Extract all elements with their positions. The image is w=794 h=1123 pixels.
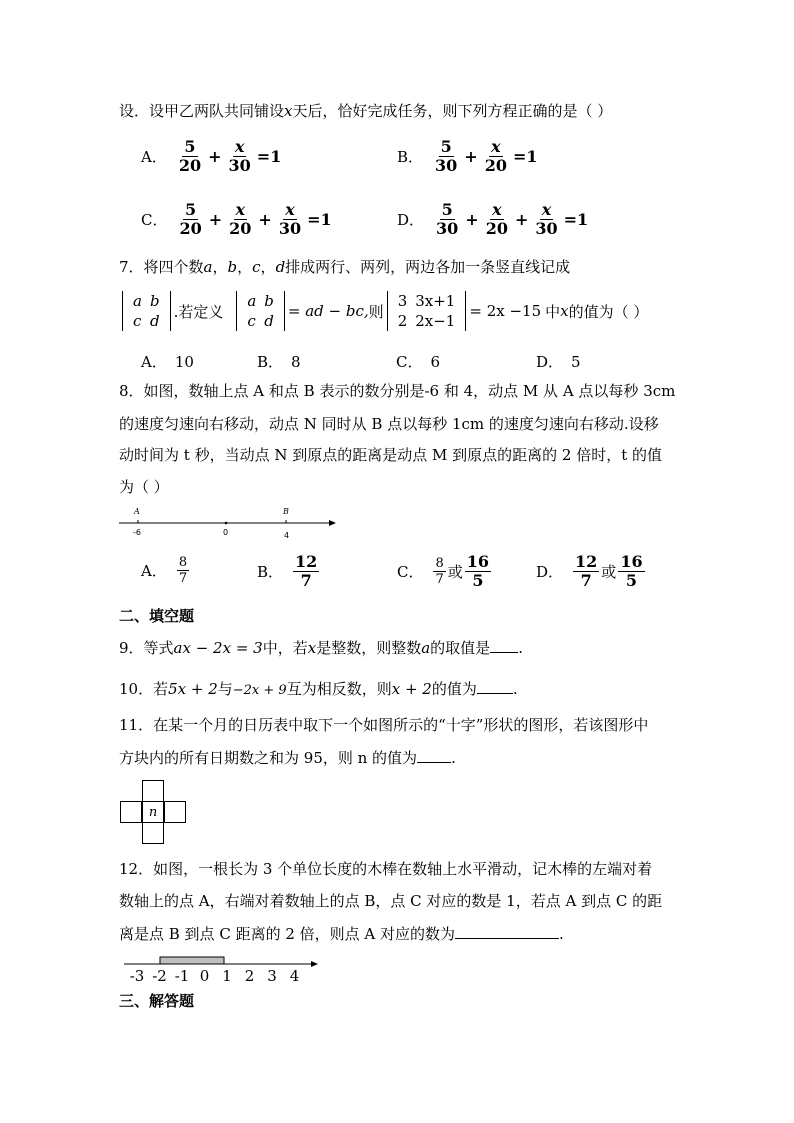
q10-text: 与 <box>217 680 233 698</box>
q9-end: . <box>518 639 523 657</box>
frac <box>434 201 460 238</box>
tick-origin: 0 <box>223 528 229 537</box>
tick-label: 4 <box>289 967 300 985</box>
plus-sign: + <box>258 210 272 229</box>
q9 <box>119 638 523 658</box>
q12-end: . <box>559 925 564 943</box>
frac-num: x <box>235 200 246 219</box>
option-label: C． <box>396 353 423 371</box>
q10-text: 的值为 <box>431 680 477 698</box>
determinant <box>236 291 285 331</box>
answer-blank[interactable] <box>477 679 513 694</box>
q9-text: 是整数，则整数 <box>316 639 422 657</box>
q9-text: 中，若 <box>262 639 308 657</box>
q10-text: 10．若 <box>119 680 169 698</box>
det-cell: d <box>149 312 160 330</box>
frac-den: 7 <box>435 572 444 587</box>
tick-labels <box>130 967 300 985</box>
option-label: D． <box>536 353 564 371</box>
frac-den: 20 <box>485 219 508 238</box>
frac-num: 12 <box>575 552 598 571</box>
option-label: D． <box>536 563 564 581</box>
q8-option-a <box>141 555 191 586</box>
option-label: C． <box>397 563 424 581</box>
det-cell: b <box>149 292 160 310</box>
q8-line-3: 动时间为 t 秒，当动点 N 到原点的距离是动点 M 到原点的距离的 2 倍时，t 的值 <box>119 446 662 464</box>
q10-expr1: 5x + 2 <box>168 680 218 698</box>
tick-label: 3 <box>267 967 277 985</box>
frac-den: 20 <box>229 219 252 238</box>
q7-text: 7．将四个数 <box>119 258 204 276</box>
plus-sign: + <box>464 147 478 166</box>
q7-tail-var: x <box>560 302 569 320</box>
frac-den: 30 <box>278 219 302 238</box>
frac-num: x <box>285 200 295 219</box>
q7-option-c <box>396 351 440 372</box>
q7-definition <box>119 291 648 331</box>
tick-label: 0 <box>199 967 210 985</box>
q11-line-2 <box>119 748 456 768</box>
frac-den: 30 <box>228 156 251 175</box>
q7-var-b: b <box>227 258 238 276</box>
frac <box>618 553 644 590</box>
q8-option-b <box>257 553 321 590</box>
q12-text: 离是点 B 到点 C 距离的 2 倍，则点 A 对应的数为 <box>119 925 456 943</box>
cross-cell-left <box>120 801 142 823</box>
option-label: D． <box>397 211 425 229</box>
q7-option-d <box>536 351 581 372</box>
det-cell: a <box>133 292 142 310</box>
or-word: 或 <box>601 563 617 581</box>
q6-stem-end: 天后，恰好完成任务，则下列方程正确的是（ ） <box>292 102 613 120</box>
option-label: A． <box>141 353 167 371</box>
option-value: 10 <box>174 352 194 371</box>
frac <box>533 201 559 238</box>
q7-var-d: d <box>275 258 286 276</box>
det-cell: 3 <box>397 292 408 310</box>
frac-den: 20 <box>179 219 202 238</box>
q7-def-rhs: = ad − bc, <box>287 302 369 320</box>
rhs: =1 <box>512 147 538 166</box>
q8-line-4: 为（ ） <box>119 478 169 496</box>
frac <box>227 138 253 175</box>
plus-sign: + <box>208 147 222 166</box>
q6-option-c <box>141 201 332 238</box>
option-label: A． <box>141 148 167 166</box>
tick-label: -3 <box>129 967 145 985</box>
q10-expr2: −2x + 9 <box>232 683 287 698</box>
option-label: C． <box>141 211 168 229</box>
det-cell: a <box>247 292 257 310</box>
frac <box>177 138 203 175</box>
q11-end: . <box>451 749 456 767</box>
frac <box>177 201 203 238</box>
q6-stem-text: 设．设甲乙两队共同铺设 <box>119 102 285 120</box>
q7-sep: ， <box>237 258 253 276</box>
frac-num: 16 <box>620 552 643 571</box>
frac-num: 16 <box>466 552 490 571</box>
q6-var: x <box>284 102 293 120</box>
frac-den: 30 <box>435 156 458 175</box>
option-label: B． <box>397 148 424 166</box>
q7-tail: 中 <box>545 302 561 321</box>
q8-number-line <box>119 502 344 542</box>
q6-option-b <box>397 138 538 175</box>
frac-den: 20 <box>484 156 507 175</box>
tick-label: 1 <box>222 967 232 985</box>
q8-option-d <box>536 553 647 590</box>
tick-label: -1 <box>174 967 190 985</box>
frac <box>293 553 319 590</box>
q7-sep: ， <box>260 258 276 276</box>
q7-stem <box>119 257 570 277</box>
q12-line-3 <box>119 924 564 944</box>
q10 <box>119 679 518 701</box>
q9-expr: ax − 2x = 3 <box>173 639 263 657</box>
q8-line-2: 的速度匀速向右移动，动点 N 同时从 B 点以每秒 1cm 的速度匀速向右移动.设移 <box>119 415 659 433</box>
answer-blank[interactable] <box>455 924 559 939</box>
frac <box>483 138 509 175</box>
determinant <box>122 291 171 331</box>
frac-den: 5 <box>472 571 484 590</box>
q6-option-d <box>397 201 588 238</box>
section-2-heading: 二、填空题 <box>119 607 195 625</box>
plus-sign: + <box>465 210 479 229</box>
tick-a: -6 <box>133 528 141 537</box>
q10-end: . <box>512 680 518 698</box>
frac-num: 8 <box>435 556 444 571</box>
option-value: 5 <box>571 352 581 371</box>
frac-num: 5 <box>185 200 197 219</box>
q7-option-b <box>257 351 301 372</box>
frac-num: x <box>491 137 501 156</box>
determinant <box>387 291 467 331</box>
stick <box>160 957 224 964</box>
rhs: =1 <box>256 147 282 166</box>
q6-stem <box>119 101 612 121</box>
plus-sign: + <box>514 210 529 229</box>
q9-text: 的取值是 <box>430 639 491 657</box>
answer-blank[interactable] <box>417 748 451 763</box>
frac <box>227 201 253 238</box>
det-cell: d <box>264 312 274 330</box>
q6-option-a <box>141 138 281 175</box>
frac-den: 7 <box>580 571 592 590</box>
cross-cell-bottom <box>142 822 164 844</box>
q8-line-1: 8．如图，数轴上点 A 和点 B 表示的数分别是-6 和 4，动点 M 从 A 点以每秒 3cm <box>119 382 676 400</box>
q7-text: 排成两行、两列，两边各加一条竖直线记成 <box>285 258 571 276</box>
frac-num: x <box>541 200 552 219</box>
q9-x: x <box>307 639 317 657</box>
frac-num: x <box>492 200 502 219</box>
q7-sep: ， <box>212 258 228 276</box>
q7-def-text: .若定义 <box>173 302 224 321</box>
option-label: B． <box>257 563 284 581</box>
option-label: A． <box>141 562 167 580</box>
option-value: 6 <box>430 352 441 371</box>
q12-line-1: 12．如图，一根长为 3 个单位长度的木棒在数轴上水平滑动，记木棒的左端对着 <box>119 860 653 878</box>
cross-cell-center: n <box>142 801 164 823</box>
frac-num: 5 <box>184 137 196 156</box>
tick-b: 4 <box>284 531 290 540</box>
q7-option-a <box>141 351 194 372</box>
section-3-heading: 三、解答题 <box>119 992 195 1010</box>
frac-den: 5 <box>625 571 638 590</box>
det-cell: 2x−1 <box>415 312 456 330</box>
det-cell: 3x+1 <box>415 292 456 310</box>
frac-num: x <box>234 137 245 156</box>
plus-sign: + <box>208 210 223 229</box>
q7-tail-end: 的值为（ ） <box>568 302 649 321</box>
frac-den: 30 <box>436 219 459 238</box>
option-label: B． <box>257 353 284 371</box>
q12-line-2: 数轴上的点 A，右端对着数轴上的点 B，点 C 对应的数是 1，若点 A 到点 C 的距 <box>119 892 663 910</box>
option-value: 8 <box>291 352 301 371</box>
q10-expr3: x + 2 <box>391 680 432 698</box>
frac-num: 5 <box>440 137 452 156</box>
q12-number-line <box>119 953 324 985</box>
frac <box>277 201 303 238</box>
frac <box>465 553 491 590</box>
q7-var-c: c <box>252 258 261 276</box>
answer-blank[interactable] <box>490 638 518 653</box>
q10-text: 互为相反数，则 <box>286 680 392 698</box>
label-b: B <box>283 507 289 516</box>
q9-a: a <box>421 639 431 657</box>
tick-label: 2 <box>244 967 255 985</box>
rhs: =1 <box>563 210 589 229</box>
frac-num: 5 <box>441 200 453 219</box>
frac-num: 8 <box>178 555 188 570</box>
q11-line-1: 11．在某一个月的日历表中取下一个如图所示的“十字”形状的图形，若该图形中 <box>119 716 649 734</box>
frac-den: 7 <box>178 571 188 586</box>
cross-cell-top <box>142 780 164 802</box>
frac <box>484 201 510 238</box>
frac <box>177 555 189 586</box>
frac-den: 7 <box>300 571 312 590</box>
label-a: A <box>134 507 140 516</box>
frac <box>573 553 599 590</box>
q7-then: 则 <box>368 302 384 321</box>
cross-cell-right <box>164 801 186 823</box>
frac <box>433 556 445 587</box>
q7-var-a: a <box>203 258 213 276</box>
frac-den: 20 <box>178 156 202 175</box>
rhs: =1 <box>307 210 332 229</box>
frac-num: 12 <box>295 552 318 571</box>
q8-option-c <box>397 553 493 590</box>
det-cell: c <box>247 312 256 330</box>
or-word: 或 <box>447 563 463 581</box>
q9-text: 9．等式 <box>119 639 174 657</box>
det-cell: b <box>264 292 274 310</box>
q7-eq-rhs: = 2x −15 <box>469 302 542 320</box>
det-cell: 2 <box>397 312 408 330</box>
frac <box>433 138 459 175</box>
tick-label: -2 <box>152 967 167 985</box>
frac-den: 30 <box>535 219 558 238</box>
q11-text: 方块内的所有日期数之和为 95，则 n 的值为 <box>119 749 418 767</box>
det-cell: c <box>133 312 142 330</box>
